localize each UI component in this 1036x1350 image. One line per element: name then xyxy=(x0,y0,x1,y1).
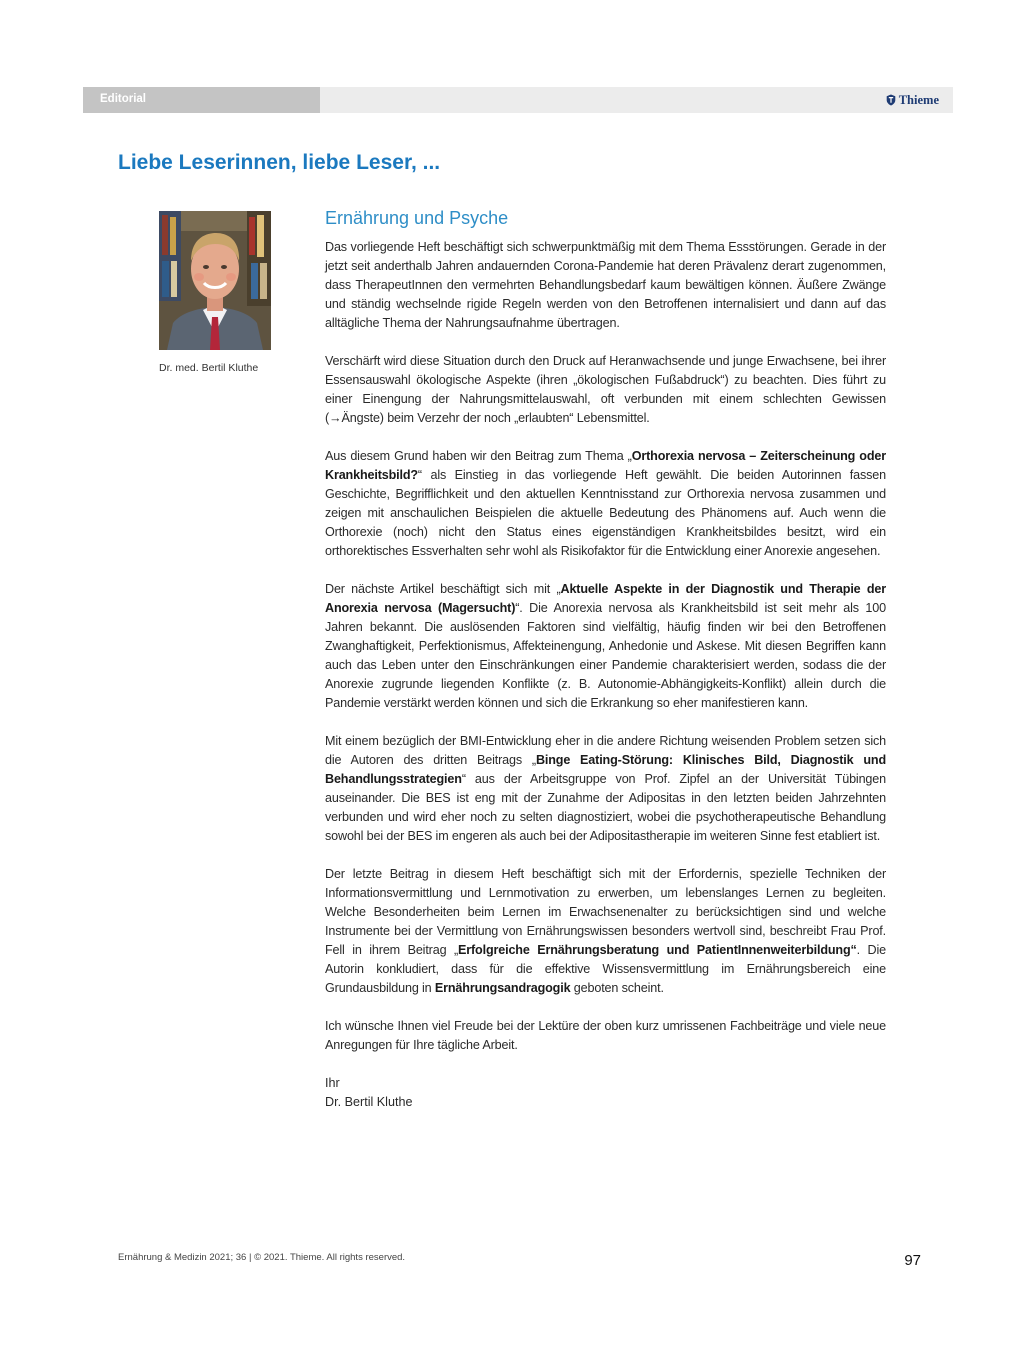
portrait-caption: Dr. med. Bertil Kluthe xyxy=(159,362,259,374)
body-paragraph xyxy=(325,580,886,713)
closing-salutation: Ihr xyxy=(325,1076,340,1090)
emphasized-title: Aktuelle Aspekte in der Diagnostik und Therapie der Anorexia nervosa (Magersucht) xyxy=(325,582,886,615)
paragraph-text: “ als Einstieg in das vorliegende Heft gewählt. Die beiden Autorinnen fassen Geschichte, Begrifflichkeit und den aktuellen Kenntnisstand zur Orthorexia nervosa zusammen und zeigen mit anschaulichen Beispielen die aktuelle Bedeutung des Phänomens auf. Auch wenn die Orthorexie (noch) nicht den Status eines eigenständigen Krankheitsbildes besitzt, wird ein orthorektisches Essverhalten sehr wohl als Risikofaktor für die Entwicklung einer Anorexie angesehen. xyxy=(325,468,886,558)
journal-citation: Ernährung & Medizin 2021; 36 | © 2021. Thieme. All rights reserved. xyxy=(118,1252,406,1263)
paragraph-text: “. Die Anorexia nervosa als Krankheitsbild ist seit mehr als 100 Jahren bekannt. Die auslösenden Faktoren sind vielfältig, häufig finden wir bei den Betroffenen Zwanghaftigkeit, Perfektionismus, Affekteinengung, Anhedonie und Askese. Mit diesen Begriffen kann auch das Leben unter den Einschränkungen einer Pandemie charakterisiert werden, sodass die der Anorexie zugrunde liegenden Konflikte (z. B. Autonomie-Abhängigkeits-Konflikt) allein durch die Pandemie verstärkt werden können und sich die Erkrankung so eher manifestieren kann. xyxy=(325,601,886,710)
page-number: 97 xyxy=(904,1252,921,1269)
body-paragraph xyxy=(325,1017,886,1055)
paragraph-text: Ich wünsche Ihnen viel Freude bei der Lektüre der oben kurz umrissenen Fachbeiträge und viele neue Anregungen für Ihre tägliche Arbeit. xyxy=(325,1019,886,1052)
emphasized-title: Ernährungsandragogik xyxy=(434,981,571,995)
editorial-article xyxy=(325,204,886,1112)
thieme-emblem-icon xyxy=(886,94,896,106)
header-bar xyxy=(83,87,953,113)
author-signature: Dr. Bertil Kluthe xyxy=(325,1095,413,1109)
publisher-name: Thieme xyxy=(898,93,939,107)
body-paragraph xyxy=(325,447,886,561)
paragraph-text: Das vorliegende Heft beschäftigt sich schwerpunktmäßig mit dem Thema Essstörungen. Gerade in der jetzt seit anderthalb Jahren andauernden Corona-Pandemie hat deren Prävalenz derart zugenommen, dass TherapeutInnen den vermehrten Behandlungsbedarf kaum bewältigen können. Äußere Zwänge und ständig wechselnde rigide Regeln werden von den Betroffenen internalisiert und dann auf das alltägliche Thema der Nahrungsaufnahme übertragen. xyxy=(325,240,886,330)
paragraph-text: “ aus der Arbeitsgruppe von Prof. Zipfel an der Universität Tübingen auseinander. Die BES ist eng mit der Zunahme der Adipositas in den letzten beiden Jahrzehnten verbunden und wird eher noch zu selten diagnostiziert, wobei die psychotherapeutische Behandlung sowohl bei der BES im engeren als auch bei der Adipositastherapie im weiteren Sinne fest etabliert ist. xyxy=(325,772,886,843)
section-label: Editorial xyxy=(83,87,320,113)
emphasized-title: Orthorexia nervosa – Zeiterscheinung oder Krankheitsbild? xyxy=(325,449,886,482)
publisher-logo xyxy=(886,87,939,113)
paragraph-text: . Die Autorin konkludiert, dass für die effektive Wissensvermittlung im Ernährungsbereich eine Grundausbildung in xyxy=(325,943,886,995)
paragraph-text: Der nächste Artikel beschäftigt sich mit „ xyxy=(325,582,561,596)
author-portrait xyxy=(159,211,271,350)
body-paragraph xyxy=(325,865,886,998)
paragraph-text: geboten scheint. xyxy=(570,981,664,995)
paragraph-text: Verschärft wird diese Situation durch den Druck auf Heranwachsende und junge Erwachsene, bei ihrer Essensauswahl ökologische Aspekte (ihren „ökologischen Fußabdruck“) zu beachten. Dies führt zu einer Einengung der Nahrungsmittelauswahl, oft verbunden mit einem schlechten Gewissen (→Ängste) beim Verzehr der noch „erlaubten“ Lebensmittel. xyxy=(325,354,886,425)
body-paragraph xyxy=(325,238,886,333)
body-paragraph xyxy=(325,732,886,846)
paragraph-text: Aus diesem Grund haben wir den Beitrag zum Thema „ xyxy=(325,449,632,463)
paragraph-text: Der letzte Beitrag in diesem Heft beschäftigt sich mit der Erfordernis, spezielle Techniken der Informationsvermittlung und Lernmotivation zu erwerben, um lebenslanges Lernen zu begleiten. Welche Besonderheiten beim Lernen im Erwachsenenalter zu berücksichtigen sind und welche Instrumente bei der Vermittlung von Ernährungswissen besonders wertvoll sind, beschreibt Frau Prof. Fell in ihrem Beitrag „ xyxy=(325,867,886,957)
paragraph-text: Mit einem bezüglich der BMI-Entwicklung eher in die andere Richtung weisenden Problem setzen sich die Autoren des dritten Beitrags „ xyxy=(325,734,886,767)
body-paragraph xyxy=(325,352,886,428)
emphasized-title: Binge Eating-Störung: Klinisches Bild, Diagnostik und Behandlungsstrategien xyxy=(325,753,886,786)
page-title: Liebe Leserinnen, liebe Leser, ... xyxy=(118,151,441,174)
emphasized-title: Erfolgreiche Ernährungsberatung und PatientInnenweiterbildung“ xyxy=(458,943,857,957)
article-body xyxy=(325,238,886,1055)
article-subheading: Ernährung und Psyche xyxy=(325,208,509,228)
